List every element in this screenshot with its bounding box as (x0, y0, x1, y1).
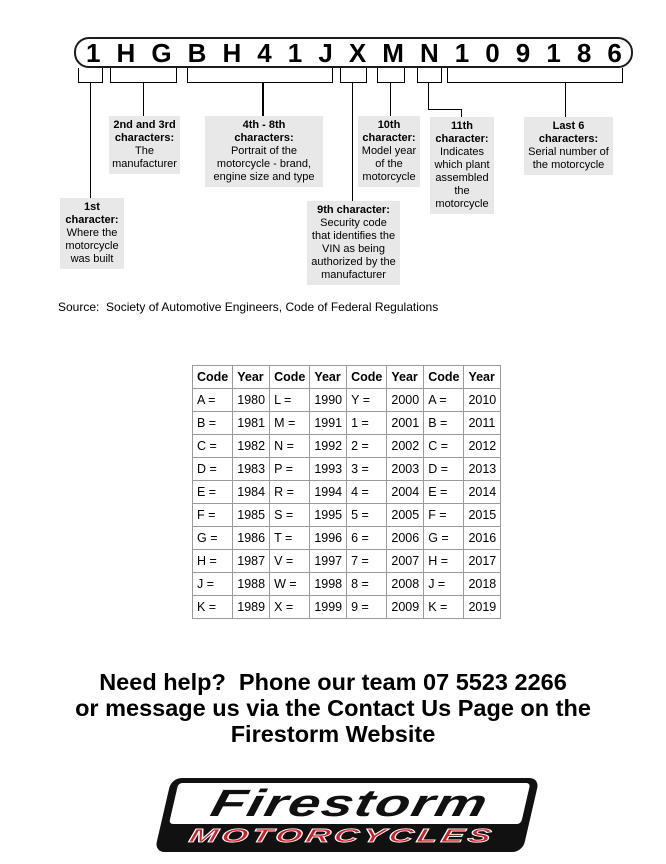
vin-group-box-body-line: the (454, 185, 470, 197)
year-code-cell: Y = (347, 389, 387, 412)
vin-group-box-body-line: The (135, 145, 154, 157)
year-value-cell: 2018 (464, 573, 501, 596)
year-value-cell: 1987 (233, 550, 270, 573)
year-code-cell: B = (193, 412, 233, 435)
year-value-cell: 1986 (233, 527, 270, 550)
connector-line (428, 109, 462, 110)
logo-motorcycles-text: MOTORCYCLES (187, 826, 497, 847)
year-code-cell: H = (193, 550, 233, 573)
vin-character: 0 (485, 37, 500, 68)
vin-group-box-title-line: characters: (538, 133, 599, 145)
year-code-cell: 4 = (347, 481, 387, 504)
year-code-cell: B = (424, 412, 464, 435)
vin-group-box-body-line: Where the (66, 227, 118, 239)
vin-group-box-body-line: Security code (320, 217, 387, 229)
year-value-cell: 1991 (310, 412, 347, 435)
logo-subtitle-row (163, 824, 521, 849)
logo-brand-text: Firestorm (206, 782, 493, 825)
vin-group-box-4th-8th-characters (205, 116, 323, 187)
vin-plate (74, 37, 633, 68)
vin-bracket-chars-4-8 (187, 68, 333, 83)
vin-group-box-title-line: character: (362, 132, 416, 144)
year-value-cell: 1998 (310, 573, 347, 596)
year-value-cell: 2000 (387, 389, 424, 412)
vin-group-box-title-line: 10th (377, 119, 401, 131)
vin-character: 1 (454, 37, 470, 68)
year-code-cell: 2 = (347, 435, 387, 458)
year-code-table (192, 365, 501, 619)
table-row (193, 596, 501, 619)
year-code-cell: F = (193, 504, 233, 527)
year-value-cell: 1989 (233, 596, 270, 619)
year-code-table-header-cell: Year (310, 366, 347, 389)
help-text (0, 669, 666, 747)
connector-line (428, 82, 429, 110)
year-value-cell: 1988 (233, 573, 270, 596)
year-value-cell: 2009 (387, 596, 424, 619)
vin-bracket-char-1 (78, 68, 103, 83)
vin-group-box-body-line: Model year (361, 145, 417, 157)
vin-character: 1 (287, 37, 303, 68)
year-value-cell: 2017 (464, 550, 501, 573)
year-code-cell: A = (193, 389, 233, 412)
table-row (193, 435, 501, 458)
vin-character: B (187, 37, 207, 68)
year-code-table-header-cell: Year (233, 366, 270, 389)
connector-line (143, 82, 144, 116)
year-code-table-header-cell: Code (193, 366, 233, 389)
vin-group-box-title-line: character: (435, 133, 489, 145)
year-value-cell: 1983 (233, 458, 270, 481)
year-value-cell: 2019 (464, 596, 501, 619)
vin-group-box-last-6-characters (524, 117, 613, 175)
year-value-cell: 2003 (387, 458, 424, 481)
table-row (193, 389, 501, 412)
vin-bracket-last-6 (447, 68, 623, 83)
vin-group-box-body-line: motorcycle (65, 240, 119, 252)
connector-line (390, 82, 391, 116)
vin-group-box-title-line: characters: (114, 132, 175, 144)
year-code-cell: C = (424, 435, 464, 458)
year-code-cell: D = (424, 458, 464, 481)
vin-group-box-title-line: Last 6 (552, 120, 585, 132)
year-code-cell: E = (424, 481, 464, 504)
year-code-table-header-cell: Code (347, 366, 387, 389)
vin-group-box-title-line: 11th (450, 120, 473, 132)
vin-group-box-body-line: assembled (435, 172, 489, 184)
year-value-cell: 2013 (464, 458, 501, 481)
vin-character: X (348, 37, 367, 68)
year-value-cell: 1992 (310, 435, 347, 458)
year-code-cell: H = (424, 550, 464, 573)
year-code-cell: G = (193, 527, 233, 550)
vin-group-box-body-line: was built (70, 253, 114, 265)
vin-group-box-body-line: authorized by the (311, 256, 396, 268)
vin-bracket-char-10 (377, 68, 405, 83)
vin-group-box-body-line: of the (375, 158, 403, 170)
year-value-cell: 2001 (387, 412, 424, 435)
year-value-cell: 1980 (233, 389, 270, 412)
year-value-cell: 2016 (464, 527, 501, 550)
vin-group-box-body-line: engine size and type (213, 171, 315, 183)
year-code-cell: 9 = (347, 596, 387, 619)
year-code-cell: X = (270, 596, 310, 619)
year-code-cell: L = (270, 389, 310, 412)
year-code-cell: 5 = (347, 504, 387, 527)
vin-group-box-1st-character (60, 198, 124, 269)
year-code-table-header-row (193, 366, 501, 389)
year-value-cell: 2008 (387, 573, 424, 596)
year-code-cell: G = (424, 527, 464, 550)
vin-character: 8 (576, 37, 592, 68)
year-value-cell: 2010 (464, 389, 501, 412)
year-code-cell: 7 = (347, 550, 387, 573)
table-row (193, 412, 501, 435)
vin-group-box-body-line: manufacturer (321, 269, 386, 281)
firestorm-logo (154, 778, 539, 852)
year-value-cell: 2004 (387, 481, 424, 504)
year-value-cell: 2011 (464, 412, 501, 435)
vin-group-box-2nd-3rd-characters (109, 116, 180, 174)
vin-group-box-body-line: motorcycle (362, 171, 416, 183)
vin-group-box-11th-character (430, 117, 494, 214)
year-code-table-header-cell: Code (424, 366, 464, 389)
year-value-cell: 2012 (464, 435, 501, 458)
year-code-cell: 6 = (347, 527, 387, 550)
connector-line (352, 82, 353, 201)
vin-group-box-10th-character (358, 116, 420, 187)
year-value-cell: 1981 (233, 412, 270, 435)
year-code-cell: K = (424, 596, 464, 619)
year-value-cell: 2005 (387, 504, 424, 527)
vin-character: H (222, 37, 242, 68)
year-code-cell: P = (270, 458, 310, 481)
help-line-3: Firestorm Website (230, 721, 436, 747)
year-value-cell: 1994 (310, 481, 347, 504)
table-row (193, 550, 501, 573)
year-value-cell: 1995 (310, 504, 347, 527)
vin-group-box-body-line: Serial number of (528, 146, 609, 158)
year-value-cell: 2002 (387, 435, 424, 458)
year-code-cell: C = (193, 435, 233, 458)
year-value-cell: 1993 (310, 458, 347, 481)
year-code-cell: J = (424, 573, 464, 596)
vin-group-box-body-line: motorcycle - brand, (216, 158, 312, 170)
year-code-table-header-cell: Code (270, 366, 310, 389)
year-code-table-header-cell: Year (387, 366, 424, 389)
source-attribution: Source: Society of Automotive Engineers, Code of Federal Regulations (58, 300, 439, 314)
vin-group-box-body-line: Portrait of the (230, 145, 298, 157)
year-code-cell: R = (270, 481, 310, 504)
year-code-cell: W = (270, 573, 310, 596)
table-row (193, 573, 501, 596)
vin-bracket-chars-2-3 (110, 68, 177, 83)
logo-background-panel (169, 783, 530, 824)
vin-character: 1 (86, 37, 101, 68)
year-code-cell: T = (270, 527, 310, 550)
table-row (193, 481, 501, 504)
year-value-cell: 1997 (310, 550, 347, 573)
table-row (193, 458, 501, 481)
year-value-cell: 1990 (310, 389, 347, 412)
year-code-cell: F = (424, 504, 464, 527)
vin-group-box-body-line: VIN as being (322, 243, 385, 255)
vin-character: J (318, 37, 333, 68)
year-code-cell: S = (270, 504, 310, 527)
vin-character: M (382, 37, 404, 68)
connector-line (90, 82, 91, 198)
help-line-2: or message us via the Contact Us Page on the (75, 695, 591, 721)
year-value-cell: 1985 (233, 504, 270, 527)
year-code-cell: 1 = (347, 412, 387, 435)
vin-group-box-title-line: 1st (84, 201, 100, 213)
vin-bracket-char-9 (340, 68, 367, 83)
year-code-cell: D = (193, 458, 233, 481)
year-code-cell: K = (193, 596, 233, 619)
table-row (193, 527, 501, 550)
vin-group-box-title-line: characters: (234, 132, 294, 144)
vin-character: N (419, 37, 439, 68)
year-code-cell: N = (270, 435, 310, 458)
year-value-cell: 1999 (310, 596, 347, 619)
year-code-cell: E = (193, 481, 233, 504)
vin-group-box-title-line: character: (65, 214, 119, 226)
vin-character: H (116, 37, 136, 68)
vin-group-box-body-line: motorcycle (435, 198, 489, 210)
table-row (193, 504, 501, 527)
vin-character: 6 (607, 37, 622, 68)
vin-character: 1 (546, 37, 561, 68)
vin-group-box-title-line: 4th - 8th (242, 119, 286, 131)
vin-group-box-9th-character (307, 201, 400, 285)
year-value-cell: 2007 (387, 550, 424, 573)
connector-line (262, 82, 264, 116)
year-value-cell: 1996 (310, 527, 347, 550)
year-value-cell: 2006 (387, 527, 424, 550)
year-code-cell: 8 = (347, 573, 387, 596)
vin-bracket-char-11 (417, 68, 442, 83)
year-code-table-header-cell: Year (464, 366, 501, 389)
year-value-cell: 2015 (464, 504, 501, 527)
help-line-1: Need help? Phone our team 07 5523 2266 (99, 669, 567, 695)
vin-group-box-title-line: 2nd and 3rd (113, 119, 176, 131)
year-value-cell: 2014 (464, 481, 501, 504)
vin-group-box-body-line: which plant (434, 159, 490, 171)
year-value-cell: 1984 (233, 481, 270, 504)
vin-group-box-body-line: that identifies the (311, 230, 396, 242)
year-code-cell: V = (270, 550, 310, 573)
year-code-cell: M = (270, 412, 310, 435)
vin-character: G (151, 37, 172, 68)
vin-character: 9 (515, 37, 531, 68)
year-value-cell: 1982 (233, 435, 270, 458)
vin-character: 4 (257, 37, 272, 68)
vin-group-box-body-line: Indicates (439, 146, 485, 158)
vin-group-box-body-line: the motorcycle (532, 159, 605, 171)
year-code-cell: J = (193, 573, 233, 596)
vin-group-box-body-line: manufacturer (112, 158, 177, 170)
connector-line (565, 82, 566, 118)
year-code-cell: A = (424, 389, 464, 412)
year-code-cell: 3 = (347, 458, 387, 481)
vin-group-box-title-line: 9th character: (317, 204, 390, 216)
